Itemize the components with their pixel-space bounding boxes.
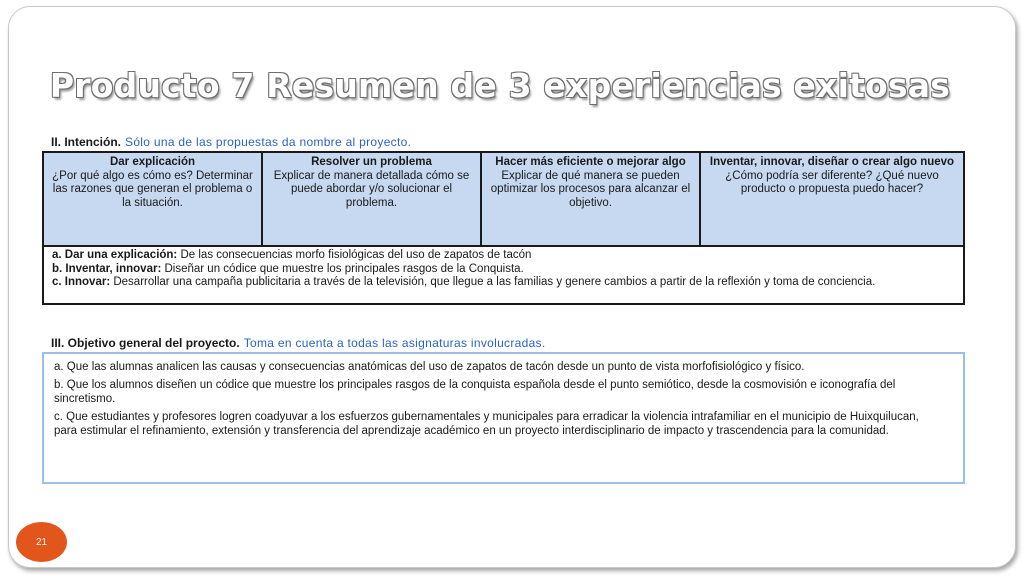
option-inventar-innovar (701, 153, 963, 245)
objetivo-heading-label: III. Objetivo general del proyecto. (51, 336, 240, 350)
option-text: ¿Cómo podría ser diferente? ¿Qué nuevo producto o propuesta puedo hacer? (725, 169, 939, 195)
option-text: Explicar de qué manera se pueden optimizar los procesos para alcanzar el objetivo. (490, 169, 691, 209)
answer-item (52, 276, 963, 290)
option-title: Dar explicación (109, 156, 195, 168)
answer-text: De las consecuencias morfo fisiológicas del uso de zapatos de tacón (180, 249, 532, 261)
objetivo-heading-note: Toma en cuenta a todas las asignaturas involucradas. (243, 336, 546, 350)
option-resolver-problema (263, 153, 482, 245)
answer-text: Diseñar un códice que muestre los principales rasgos de la Conquista. (164, 262, 524, 275)
answer-text: Desarrollar una campaña publicitaria a través de la televisión, que llegue a las familias y genere cambios a partir de la reflexión y toma de conciencia. (113, 276, 876, 288)
page-number-badge: 21 (16, 522, 67, 562)
intencion-heading-note: Sólo una de las propuestas da nombre al proyecto. (125, 135, 412, 149)
option-title: Inventar, innovar, diseñar o crear algo nuevo (709, 156, 955, 168)
objetivo-box (42, 352, 965, 484)
answer-label: c. Innovar: (52, 276, 111, 288)
option-title: Hacer más eficiente o mejorar algo (495, 156, 686, 168)
objetivo-item: c. Que estudiantes y profesores logren coadyuvar a los esfuerzos gubernamentales y municipales para erradicar la violencia intrafamiliar en el municipio de Huixquilucan, para estimular el refinamiento, extensión y transferencia del aprendizaje académico en un proyecto interdisciplinario de impacto y trascendencia para la comunidad. (54, 410, 919, 437)
objetivo-heading (51, 336, 546, 350)
option-dar-explicacion (44, 153, 263, 245)
objetivo-item: b. Que los alumnos diseñen un códice que muestre los principales rasgos de la conquista española desde el punto semiótico, desde la cosmovisión e iconografía del sincretismo. (54, 378, 896, 405)
objetivo-item: a. Que las alumnas analicen las causas y consecuencias anatómicas del uso de zapatos de tacón desde un punto de vista morfofisiológico y físico. (54, 361, 805, 373)
slide-title: Producto 7 Resumen de 3 experiencias exitosas (49, 66, 951, 105)
option-hacer-eficiente (482, 153, 701, 245)
intencion-options-row (44, 153, 963, 247)
option-text: ¿Por qué algo es cómo es? Determinar las razones que generan el problema o la situación. (52, 169, 253, 209)
answer-label: b. Inventar, innovar: (52, 262, 162, 275)
answer-item (52, 263, 963, 277)
option-title: Resolver un problema (311, 156, 432, 168)
intencion-table (42, 151, 965, 305)
intencion-answers (44, 247, 963, 290)
answer-item (52, 249, 963, 263)
intencion-heading-label: II. Intención. (51, 135, 122, 149)
intencion-heading (51, 135, 411, 149)
answer-label: a. Dar una explicación: (52, 249, 178, 261)
option-text: Explicar de manera detallada cómo se puede abordar y/o solucionar el problema. (273, 169, 470, 209)
